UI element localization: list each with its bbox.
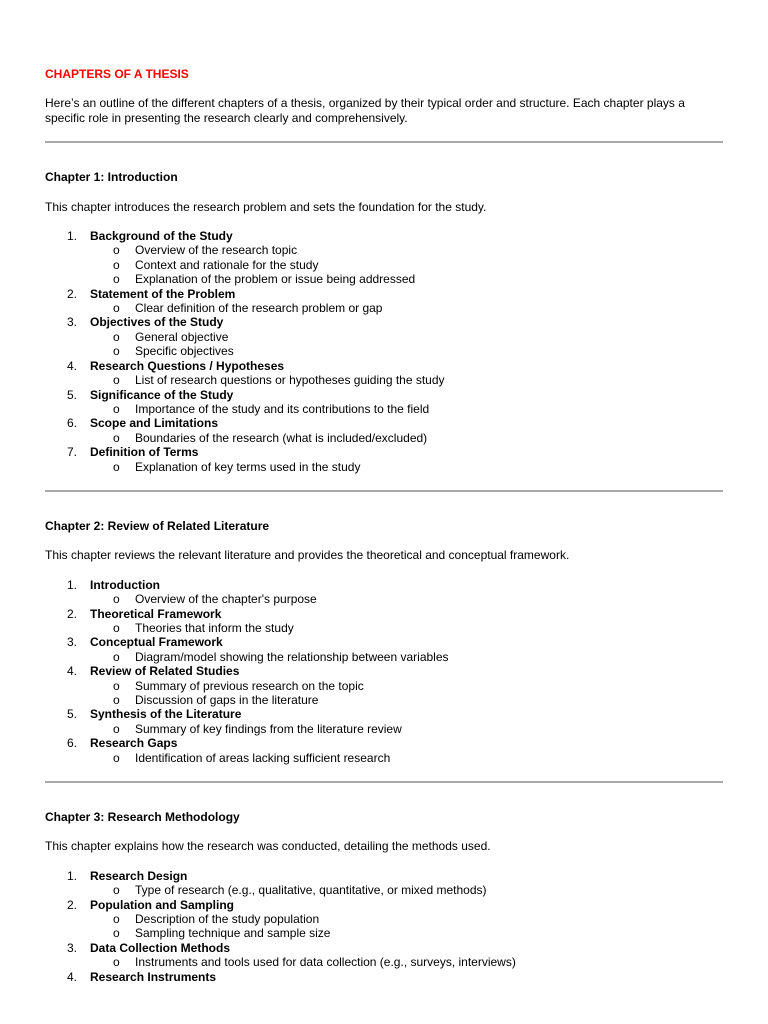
subitem-list xyxy=(90,751,725,765)
section-item xyxy=(45,736,725,765)
subitem xyxy=(90,272,725,286)
subitem-text: Theories that inform the study xyxy=(135,620,294,635)
bullet-icon: o xyxy=(113,459,120,474)
chapters-container xyxy=(45,141,725,984)
intro-paragraph: Here’s an outline of the different chapters of a thesis, organized by their typical order and structure. Each chapter plays a specific role in presenting the research clearly and comprehensively. xyxy=(45,96,685,125)
section-list xyxy=(45,869,725,984)
section-number: 6. xyxy=(67,736,78,751)
section-number: 2. xyxy=(67,286,78,301)
section-title: Data Collection Methods xyxy=(90,940,231,955)
bullet-icon: o xyxy=(113,649,120,664)
section-number: 3. xyxy=(67,940,78,955)
section-item xyxy=(45,359,725,388)
chapter-description: This chapter explains how the research was conducted, detailing the methods used. xyxy=(45,839,491,854)
subitem-text: Summary of key findings from the literature review xyxy=(135,721,402,736)
section-title: Research Design xyxy=(90,868,188,883)
subitem-list xyxy=(90,431,725,445)
subitem-text: Overview of the chapter's purpose xyxy=(135,592,317,607)
bullet-icon: o xyxy=(113,329,120,344)
section-item xyxy=(45,388,725,417)
section-item xyxy=(45,315,725,358)
subitem xyxy=(90,373,725,387)
subitem xyxy=(90,650,725,664)
subitem-list xyxy=(90,722,725,736)
section-title: Significance of the Study xyxy=(90,387,234,402)
subitem-list xyxy=(90,592,725,606)
subitem-list xyxy=(90,402,725,416)
subitem-list xyxy=(90,679,725,708)
section-title: Definition of Terms xyxy=(90,445,199,460)
section-title: Research Questions / Hypotheses xyxy=(90,358,285,373)
section-item xyxy=(45,635,725,664)
section-number: 1. xyxy=(67,577,78,592)
bullet-icon: o xyxy=(113,373,120,388)
subitem-list xyxy=(90,373,725,387)
section-item xyxy=(45,578,725,607)
chapter-heading: Chapter 2: Review of Related Literature xyxy=(45,518,270,533)
subitem-text: Context and rationale for the study xyxy=(135,257,319,272)
section-title: Theoretical Framework xyxy=(90,606,222,621)
subitem xyxy=(90,679,725,693)
section-number: 2. xyxy=(67,606,78,621)
section-title: Population and Sampling xyxy=(90,897,234,912)
section-item xyxy=(45,941,725,970)
subitem xyxy=(90,330,725,344)
subitem xyxy=(90,344,725,358)
chapter-description: This chapter reviews the relevant literature and provides the theoretical and conceptual framework. xyxy=(45,548,570,563)
chapter-heading: Chapter 1: Introduction xyxy=(45,170,178,185)
section-title: Introduction xyxy=(90,577,160,592)
subitem xyxy=(90,621,725,635)
bullet-icon: o xyxy=(113,430,120,445)
bullet-icon: o xyxy=(113,344,120,359)
subitem-list xyxy=(90,912,725,941)
section-item xyxy=(45,287,725,316)
section-item xyxy=(45,607,725,636)
section-title: Background of the Study xyxy=(90,229,233,244)
bullet-icon: o xyxy=(113,955,120,970)
subitem xyxy=(90,912,725,926)
section-list xyxy=(45,578,725,765)
bullet-icon: o xyxy=(113,257,120,272)
bullet-icon: o xyxy=(113,883,120,898)
section-list xyxy=(45,229,725,474)
section-number: 4. xyxy=(67,358,78,373)
chapter-heading: Chapter 3: Research Methodology xyxy=(45,810,240,825)
section-title: Synthesis of the Literature xyxy=(90,707,242,722)
subitem-list xyxy=(90,621,725,635)
chapter-3 xyxy=(45,783,725,984)
section-title: Conceptual Framework xyxy=(90,635,223,650)
subitem-text: Instruments and tools used for data collection (e.g., surveys, interviews) xyxy=(135,955,516,970)
subitem-text: Identification of areas lacking sufficient research xyxy=(135,750,391,765)
subitem-text: Explanation of the problem or issue being addressed xyxy=(135,272,416,287)
document-page xyxy=(45,67,725,1000)
subitem xyxy=(90,258,725,272)
section-item xyxy=(45,229,725,287)
subitem-list xyxy=(90,883,725,897)
subitem xyxy=(90,722,725,736)
section-number: 4. xyxy=(67,969,78,984)
subitem-text: Explanation of key terms used in the study xyxy=(135,459,361,474)
subitem-text: Description of the study population xyxy=(135,912,320,927)
chapter-2 xyxy=(45,492,725,765)
bullet-icon: o xyxy=(113,401,120,416)
subitem-list xyxy=(90,650,725,664)
subitem xyxy=(90,431,725,445)
subitem-list xyxy=(90,955,725,969)
section-item xyxy=(45,707,725,736)
subitem-text: Sampling technique and sample size xyxy=(135,926,331,941)
section-item xyxy=(45,869,725,898)
section-number: 2. xyxy=(67,897,78,912)
section-item xyxy=(45,664,725,707)
subitem xyxy=(90,955,725,969)
subitem xyxy=(90,402,725,416)
chapter-description: This chapter introduces the research problem and sets the foundation for the study. xyxy=(45,199,487,214)
subitem-text: Type of research (e.g., qualitative, quantitative, or mixed methods) xyxy=(135,883,487,898)
section-item xyxy=(45,445,725,474)
section-item xyxy=(45,898,725,941)
subitem xyxy=(90,592,725,606)
section-number: 5. xyxy=(67,707,78,722)
subitem-text: Specific objectives xyxy=(135,344,234,359)
subitem xyxy=(90,243,725,257)
section-title: Research Instruments xyxy=(90,969,217,984)
bullet-icon: o xyxy=(113,912,120,927)
section-title: Review of Related Studies xyxy=(90,664,240,679)
section-number: 3. xyxy=(67,315,78,330)
section-number: 6. xyxy=(67,416,78,431)
section-number: 3. xyxy=(67,635,78,650)
bullet-icon: o xyxy=(113,750,120,765)
document-title: CHAPTERS OF A THESIS xyxy=(45,67,189,81)
subitem-text: Clear definition of the research problem or gap xyxy=(135,301,383,316)
subitem-text: Overview of the research topic xyxy=(135,243,298,258)
subitem-list xyxy=(90,330,725,359)
subitem xyxy=(90,301,725,315)
subitem xyxy=(90,460,725,474)
subitem-list xyxy=(90,460,725,474)
subitem-text: Diagram/model showing the relationship between variables xyxy=(135,649,449,664)
subitem-text: General objective xyxy=(135,329,229,344)
section-title: Research Gaps xyxy=(90,736,178,751)
section-number: 1. xyxy=(67,229,78,244)
subitem xyxy=(90,751,725,765)
bullet-icon: o xyxy=(113,678,120,693)
subitem-text: Importance of the study and its contributions to the field xyxy=(135,401,430,416)
bullet-icon: o xyxy=(113,721,120,736)
subitem-text: Discussion of gaps in the literature xyxy=(135,693,319,707)
subitem-text: Summary of previous research on the topic xyxy=(135,678,364,693)
subitem xyxy=(90,883,725,897)
bullet-icon: o xyxy=(113,272,120,287)
bullet-icon: o xyxy=(113,926,120,941)
subitem-list xyxy=(90,301,725,315)
subitem-list xyxy=(90,243,725,286)
bullet-icon: o xyxy=(113,243,120,258)
section-title: Statement of the Problem xyxy=(90,286,236,301)
section-title: Scope and Limitations xyxy=(90,416,219,431)
bullet-icon: o xyxy=(113,620,120,635)
section-title: Objectives of the Study xyxy=(90,315,224,330)
bullet-icon: o xyxy=(113,301,120,316)
section-item xyxy=(45,970,725,984)
section-number: 1. xyxy=(67,868,78,883)
subitem-text: Boundaries of the research (what is included/excluded) xyxy=(135,430,428,445)
section-item xyxy=(45,416,725,445)
chapter-1 xyxy=(45,143,725,474)
bullet-icon: o xyxy=(113,592,120,607)
section-number: 4. xyxy=(67,664,78,679)
section-number: 5. xyxy=(67,387,78,402)
subitem xyxy=(90,693,725,707)
subitem xyxy=(90,926,725,940)
section-number: 7. xyxy=(67,445,78,460)
subitem-text: List of research questions or hypotheses guiding the study xyxy=(135,373,445,388)
bullet-icon: o xyxy=(113,693,120,707)
